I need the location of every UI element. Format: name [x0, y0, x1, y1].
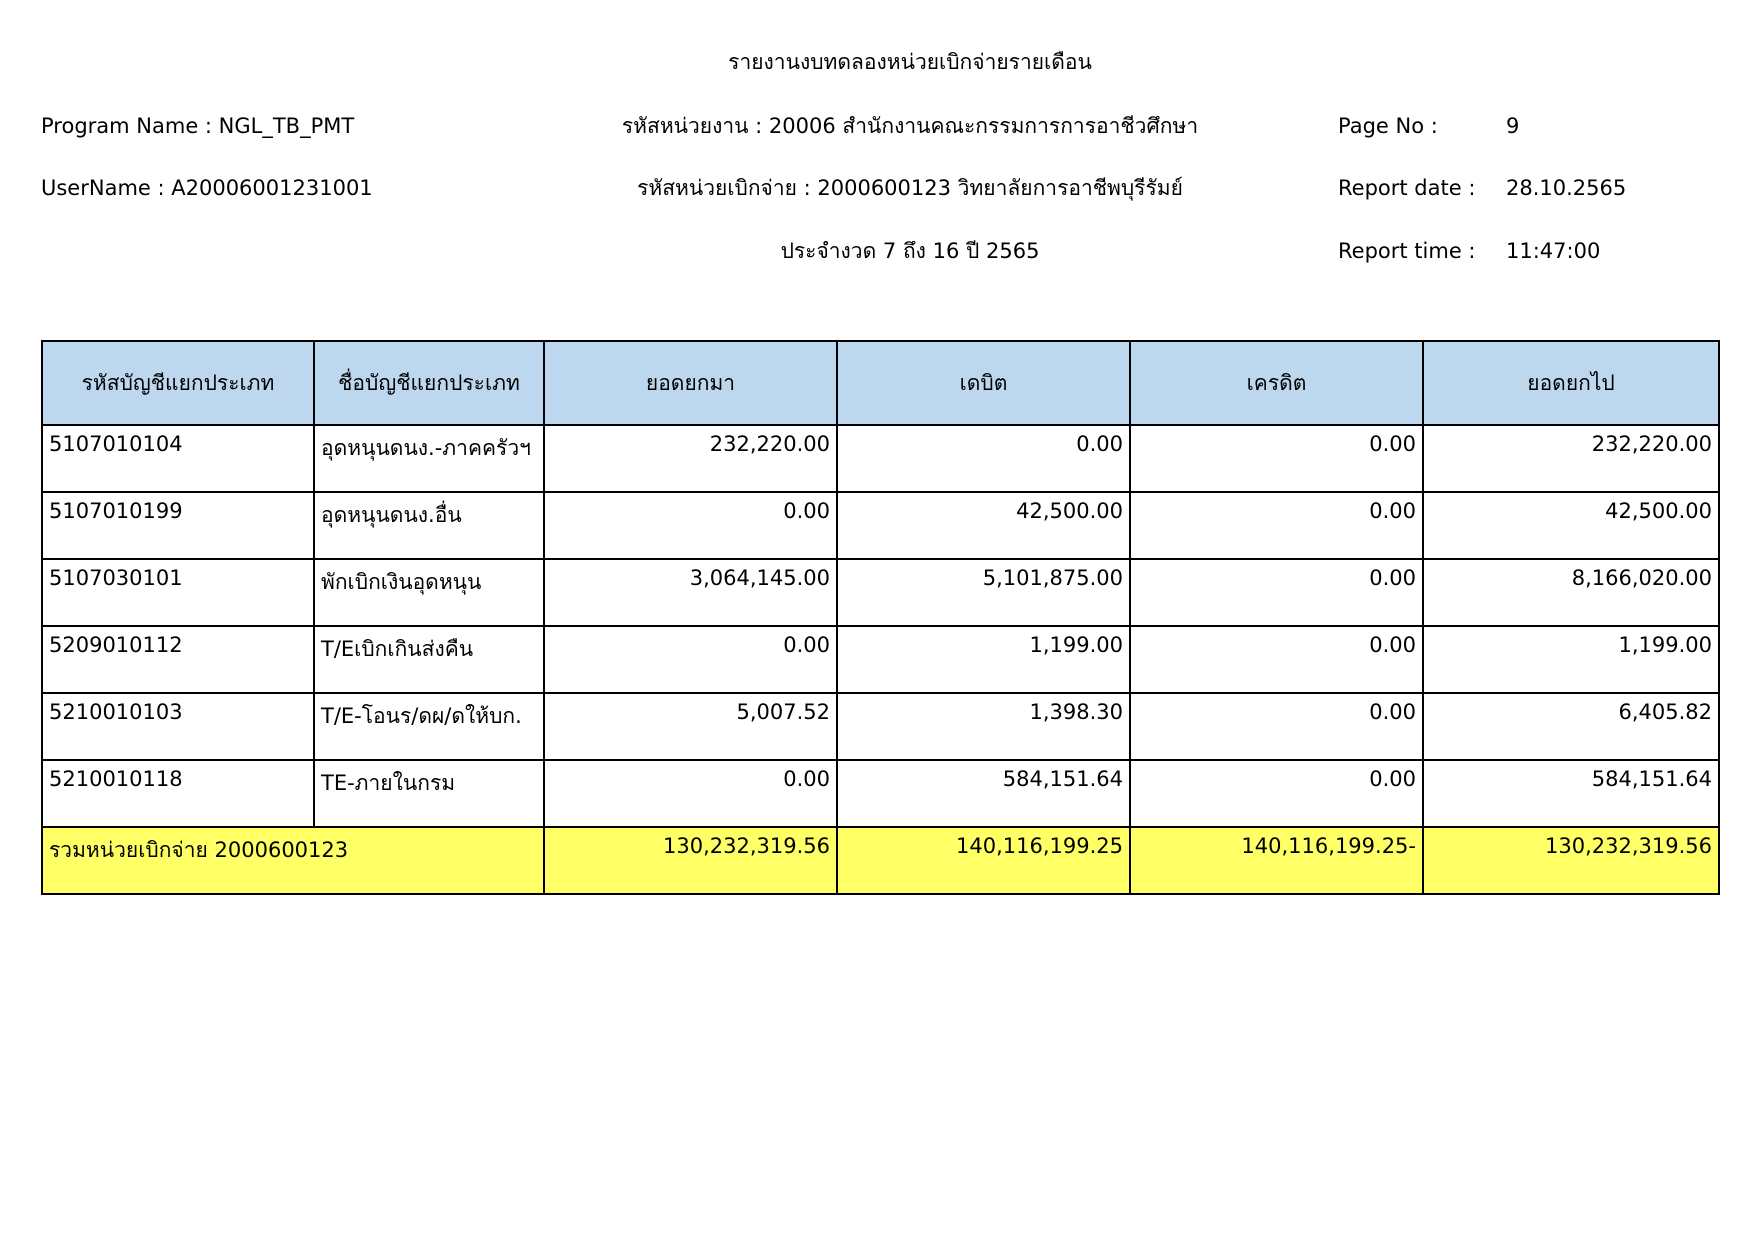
account-code-cell: 5107010104	[42, 425, 314, 492]
table-row	[42, 492, 1719, 559]
page-no-value: 9	[1506, 114, 1520, 138]
carried-forward-cell: 1,199.00	[1423, 626, 1719, 693]
brought-forward-cell: 0.00	[544, 760, 837, 827]
col-header-carried-forward: ยอดยกไป	[1423, 341, 1719, 425]
total-label: รวมหน่วยเบิกจ่าย 2000600123	[42, 827, 544, 894]
account-name-cell: พักเบิกเงินอุดหนุน	[314, 559, 544, 626]
report-time-label: Report time :	[1338, 239, 1476, 263]
col-header-credit: เครดิต	[1130, 341, 1423, 425]
debit-cell: 0.00	[837, 425, 1130, 492]
brought-forward-cell: 0.00	[544, 626, 837, 693]
carried-forward-cell: 232,220.00	[1423, 425, 1719, 492]
carried-forward-cell: 42,500.00	[1423, 492, 1719, 559]
credit-cell: 0.00	[1130, 425, 1423, 492]
col-header-account-name: ชื่อบัญชีแยกประเภท	[314, 341, 544, 425]
account-name-cell: T/E-โอนร/ดผ/ดให้บก.	[314, 693, 544, 760]
trial-balance-table	[41, 340, 1720, 895]
table-row	[42, 559, 1719, 626]
total-brought-forward: 130,232,319.56	[544, 827, 837, 894]
table-header-row	[42, 341, 1719, 425]
carried-forward-cell: 584,151.64	[1423, 760, 1719, 827]
account-code-cell: 5209010112	[42, 626, 314, 693]
total-debit: 140,116,199.25	[837, 827, 1130, 894]
col-header-debit: เดบิต	[837, 341, 1130, 425]
agency-code: รหัสหน่วยงาน : 20006 สำนักงานคณะกรรมการการอาชีวศึกษา	[621, 114, 1199, 138]
report-date-label: Report date :	[1338, 176, 1476, 200]
col-header-account-code: รหัสบัญชีแยกประเภท	[42, 341, 314, 425]
account-name-cell: อุดหนุนดนง.อื่น	[314, 492, 544, 559]
brought-forward-cell: 5,007.52	[544, 693, 837, 760]
debit-cell: 5,101,875.00	[837, 559, 1130, 626]
table-row	[42, 425, 1719, 492]
report-period: ประจำงวด 7 ถึง 16 ปี 2565	[780, 239, 1040, 263]
brought-forward-cell: 0.00	[544, 492, 837, 559]
page-no-label: Page No :	[1338, 114, 1438, 138]
brought-forward-cell: 232,220.00	[544, 425, 837, 492]
table-row	[42, 626, 1719, 693]
report-title: รายงานงบทดลองหน่วยเบิกจ่ายรายเดือน	[728, 50, 1092, 74]
table-row	[42, 760, 1719, 827]
debit-cell: 1,199.00	[837, 626, 1130, 693]
debit-cell: 1,398.30	[837, 693, 1130, 760]
table-row	[42, 693, 1719, 760]
username: UserName : A20006001231001	[41, 176, 373, 200]
credit-cell: 0.00	[1130, 626, 1423, 693]
account-name-cell: TE-ภายในกรม	[314, 760, 544, 827]
total-carried-forward: 130,232,319.56	[1423, 827, 1719, 894]
credit-cell: 0.00	[1130, 492, 1423, 559]
account-name-cell: T/Eเบิกเกินส่งคืน	[314, 626, 544, 693]
report-time-value: 11:47:00	[1506, 239, 1601, 263]
report-date-value: 28.10.2565	[1506, 176, 1627, 200]
carried-forward-cell: 6,405.82	[1423, 693, 1719, 760]
brought-forward-cell: 3,064,145.00	[544, 559, 837, 626]
col-header-brought-forward: ยอดยกมา	[544, 341, 837, 425]
debit-cell: 584,151.64	[837, 760, 1130, 827]
debit-cell: 42,500.00	[837, 492, 1130, 559]
disbursement-unit: รหัสหน่วยเบิกจ่าย : 2000600123 วิทยาลัยการอาชีพบุรีรัมย์	[637, 176, 1183, 200]
total-credit: 140,116,199.25-	[1130, 827, 1423, 894]
account-code-cell: 5107010199	[42, 492, 314, 559]
program-name: Program Name : NGL_TB_PMT	[41, 114, 355, 138]
account-code-cell: 5107030101	[42, 559, 314, 626]
credit-cell: 0.00	[1130, 559, 1423, 626]
account-code-cell: 5210010118	[42, 760, 314, 827]
credit-cell: 0.00	[1130, 693, 1423, 760]
credit-cell: 0.00	[1130, 760, 1423, 827]
account-name-cell: อุดหนุนดนง.-ภาคครัวฯ	[314, 425, 544, 492]
total-row	[42, 827, 1719, 894]
account-code-cell: 5210010103	[42, 693, 314, 760]
carried-forward-cell: 8,166,020.00	[1423, 559, 1719, 626]
